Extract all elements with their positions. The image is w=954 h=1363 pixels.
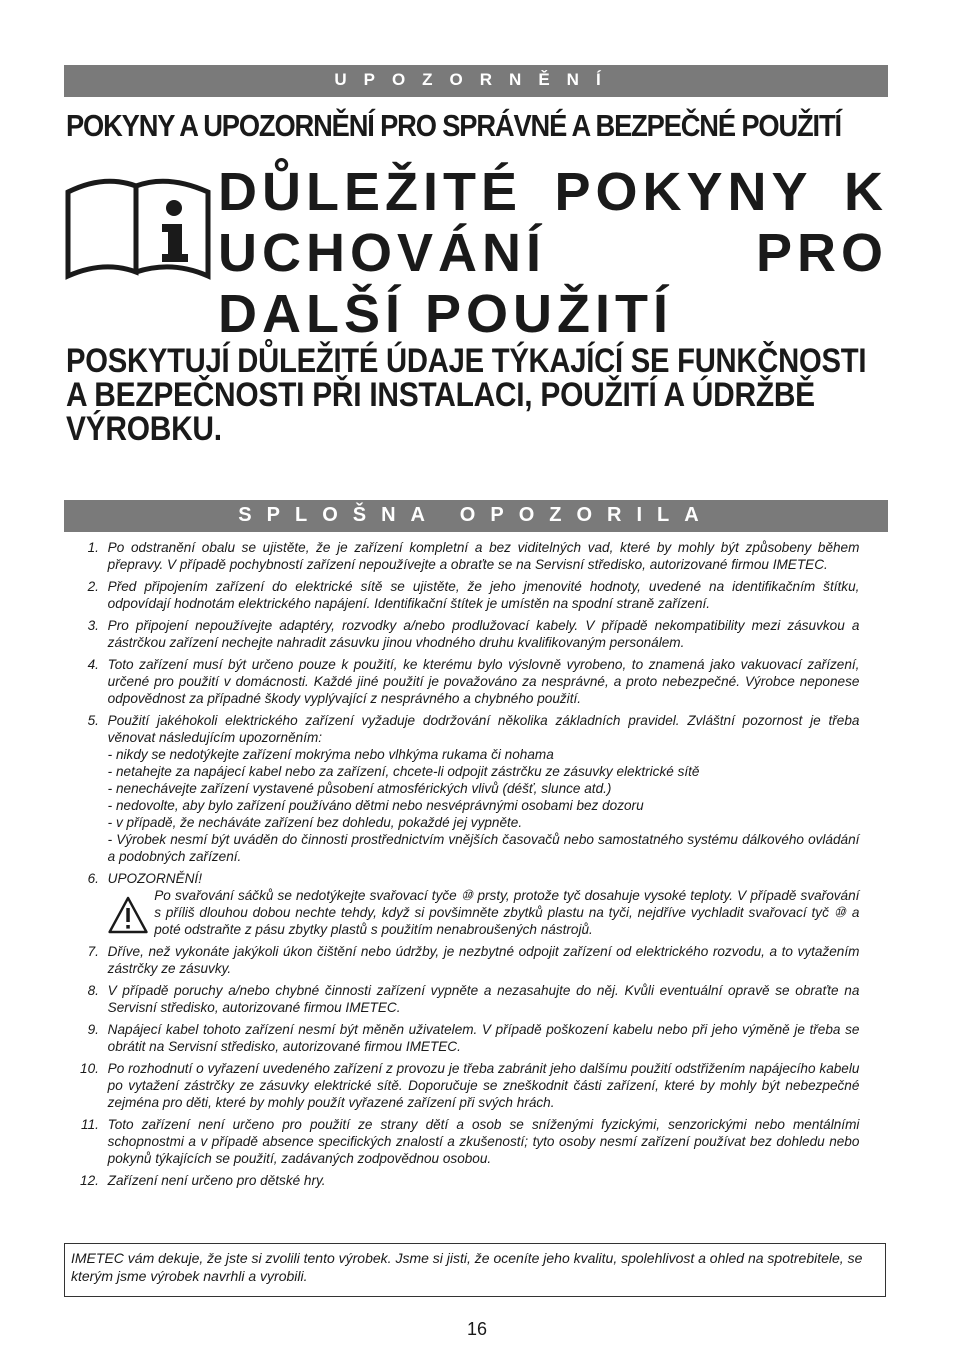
item-text: Toto zařízení musí být určeno pouze k použití, ke kterému bylo výslovně vyrobeno, to znamená jako vakuovací zařízení, určené pro použití v domácnosti. Každé jiné použití je považováno za nesprávné, a proto nebezpečné. Výrobce neponese odpovědnost za případné škody vyplývající z nesprávného a chybného použití. — [107, 656, 860, 706]
item-text: Před připojením zařízení do elektrické sítě se ujistěte, že jeho jmenovité hodnoty, uvedené na identifikačním štítku, odpovídají hodnotám elektrického napájení. Identifikační štítek je umístěn na spodní straně zařízení. — [107, 578, 860, 611]
header-bar: UPOZORNĚNÍ — [64, 65, 888, 97]
sub-item: - v případě, že necháváte zařízení bez dohledu, pokaždé jej vypněte. — [107, 814, 523, 830]
lead-text — [66, 344, 888, 446]
section-bar: SPLOŠNA OPOZORILA — [64, 500, 888, 532]
list-item — [0, 656, 925, 707]
item-number: 11. — [81, 1116, 99, 1132]
item-number: 4. — [87, 656, 99, 672]
list-item — [0, 1060, 925, 1111]
item-text: Toto zařízení není určeno pro použití ze strany dětí a osob se sníženými fyzickými, senzorickými nebo mentálními schopnostmi a v případě absence specifických znalostí a zkušeností; tyto osoby nesmí zařízení používat bez dohledu nebo pokynů týkajících se použití, zadávaných zodpovědnou osobou. — [107, 1116, 860, 1166]
list-item — [0, 1021, 925, 1055]
page-number: 16 — [466, 1319, 488, 1339]
list-item — [0, 617, 925, 651]
list-item — [0, 578, 925, 612]
page-subtitle: POKYNY A UPOZORNĚNÍ PRO SPRÁVNÉ A BEZPEČNÉ POUŽITÍ — [66, 108, 841, 143]
book-info-icon — [64, 172, 214, 282]
sub-item: - Výrobek nesmí být uváděn do činnosti prostřednictvím vnějších časovačů nebo samostatného systému dálkového ovládání a podobných zařízení. — [107, 831, 860, 864]
item-text: UPOZORNĚNÍ! — [107, 870, 202, 886]
list-item — [0, 870, 925, 938]
item-number: 8. — [87, 982, 99, 998]
item-number: 1. — [87, 539, 99, 555]
item-text: V případě poruchy a/nebo chybné činnosti zařízení vypněte a nezasahujte do něj. Kvůli eventuální opravě se obraťte na Servisní středisko, autorizované firmou IMETEC. — [107, 982, 860, 1015]
list-item — [0, 1116, 925, 1167]
warning-text: Po svařování sáčků se nedotýkejte svařovací tyče ⑩ prsty, protože tyč dosahuje vysoké teploty. V případě svařování s příliš dlouhou dobou nechte tehdy, když si povšimněte zbytků plastu na tyči, nejdříve vychladit svařovací tyč ⑩ a poté odstraňte z pásu zbytky plastů s použitím nenabroušených nástrojů. — [154, 887, 860, 937]
sub-item: - netahejte za napájecí kabel nebo za zařízení, chcete-li odpojit zástrčku ze zásuvky elektrické sítě — [107, 763, 700, 779]
sub-item: - nedovolte, aby bylo zařízení používáno dětmi nebo nesvéprávnými osobami bez dozoru — [107, 797, 644, 813]
item-number: 2. — [87, 578, 99, 594]
warning-triangle-icon — [108, 896, 149, 934]
footer-note: IMETEC vám dekuje, že jste si zvolili tento výrobek. Jsme si jisti, že oceníte jeho kvalitu, spolehlivost a ohled na spotrebitele, se kterým jsme výrobek navrhli a vyrobili. — [64, 1243, 886, 1297]
list-item — [0, 1172, 925, 1189]
main-title: DŮLEŽITÉ POKYNY K UCHOVÁNÍ PRO DALŠÍ POUŽITÍ — [218, 162, 888, 344]
list-item — [0, 943, 925, 977]
item-text: Zařízení není určeno pro dětské hry. — [107, 1172, 326, 1188]
item-number: 10. — [80, 1060, 99, 1076]
warning-block — [108, 887, 860, 938]
sub-item: - nikdy se nedotýkejte zařízení mokrýma nebo vlhkýma rukama či nohama — [107, 746, 554, 762]
item-text: Po odstranění obalu se ujistěte, že je zařízení kompletní a bez viditelných vad, které by mohly být způsobeny během přepravy. V případě pochybností zařízení nepoužívejte a obraťte se na Servisní středisko, autorizované firmou IMETEC. — [107, 539, 860, 572]
lead-line-2: A BEZPEČNOSTI PŘI INSTALACI, POUŽITÍ A ÚDRŽBĚ — [66, 376, 815, 414]
item-number: 7. — [87, 943, 99, 959]
item-text: Po rozhodnutí o vyřazení uvedeného zařízení z provozu je třeba zabránit jeho dalšímu použití odstřižením napájecího kabelu po vytažení zástrčky ze zásuvky elektrické sítě. Doporučuje se zneškodnit části zařízení, které by mohly být nebezpečné zejména pro děti, které by mohly použít vyřazené zařízení při svých hrách. — [107, 1060, 860, 1110]
sub-item: - nenechávejte zařízení vystavené působení atmosférických vlivů (déšť, slunce atd.) — [107, 780, 612, 796]
item-text: Pro připojení nepoužívejte adaptéry, rozvodky a/nebo prodlužovací kabely. V případě nekompatibility mezi zásuvkou a zástrčkou zařízení nechejte nahradit zásuvku jinou vhodného druhu kvalifikovaným personálem. — [107, 617, 860, 650]
lead-line-1: POSKYTUJÍ DŮLEŽITÉ ÚDAJE TÝKAJÍCÍ SE FUNKČNOSTI — [66, 342, 867, 380]
lead-line-3: VÝROBKU. — [66, 410, 222, 448]
item-text: Dříve, než vykonáte jakýkoli úkon čištění nebo údržby, je nezbytné odpojit zařízení od elektrického rozvodu, a to vytažením zástrčky ze zásuvky. — [107, 943, 860, 976]
list-item — [0, 712, 925, 865]
instruction-list — [0, 539, 954, 1194]
item-text: Použití jakéhokoli elektrického zařízení vyžaduje dodržování několika základních pravidel. Zvláštní pozornost je třeba věnovat následujícím upozorněním: — [107, 712, 860, 745]
list-item — [0, 982, 925, 1016]
item-number: 5. — [87, 712, 99, 728]
item-text: Napájecí kabel tohoto zařízení nesmí být měněn uživatelem. V případě poškození kabelu nebo při jeho výměně je třeba se obrátit na Servisní středisko, autorizované firmou IMETEC. — [107, 1021, 860, 1054]
item-number: 6. — [87, 870, 99, 886]
item-number: 9. — [87, 1021, 99, 1037]
list-item — [0, 539, 925, 573]
item-number: 3. — [87, 617, 99, 633]
item-number: 12. — [80, 1172, 99, 1188]
